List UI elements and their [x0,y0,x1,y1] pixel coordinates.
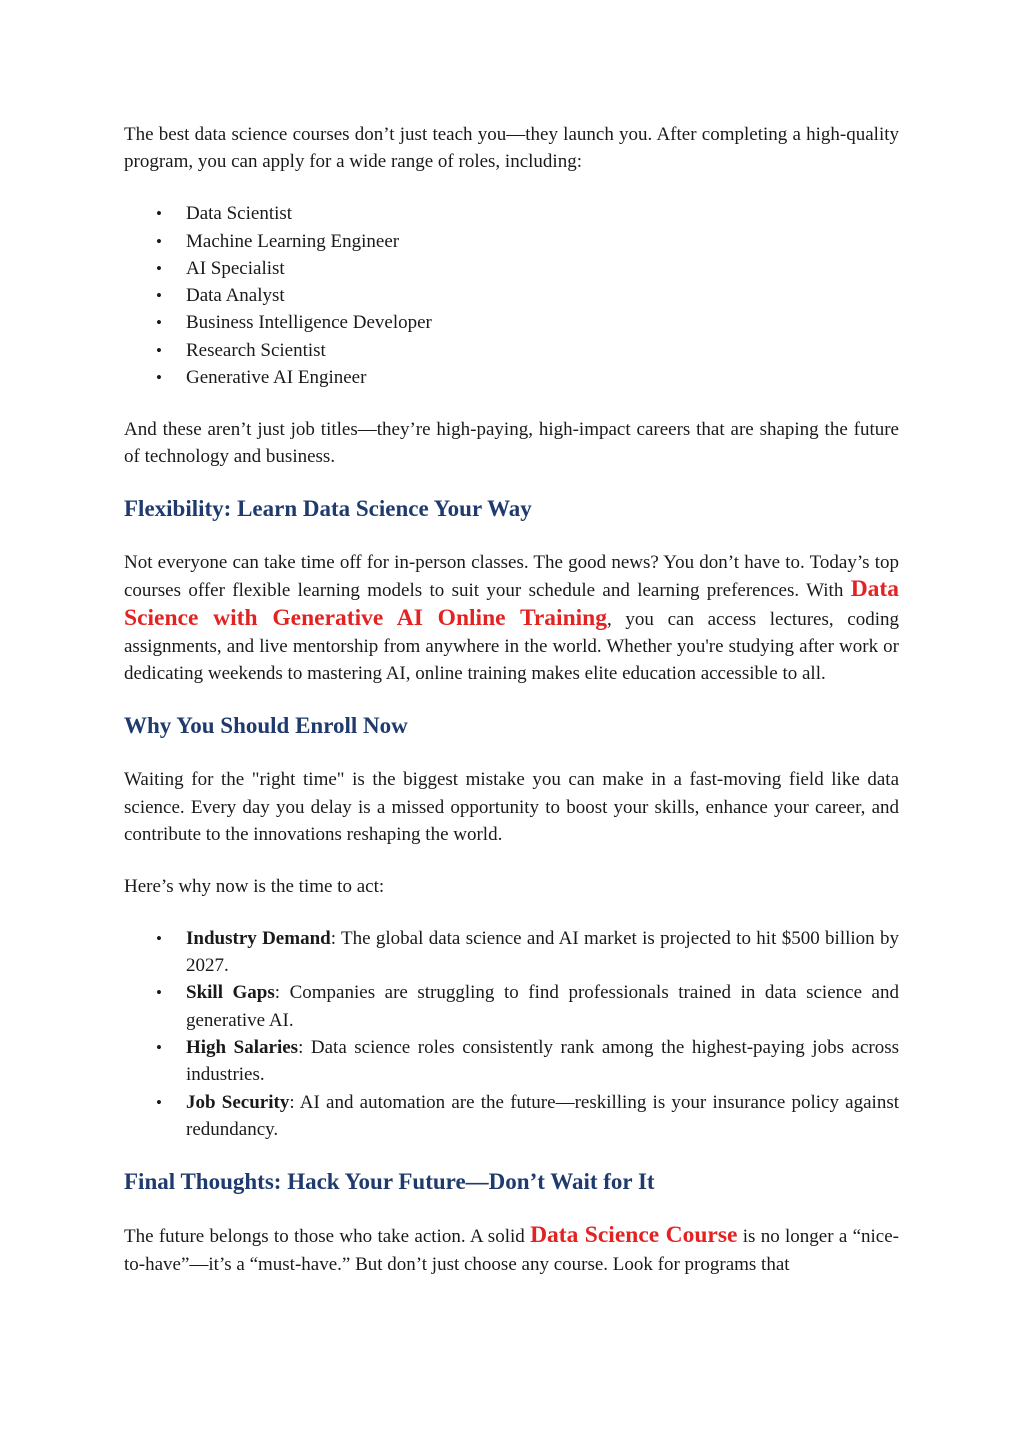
roles-list [124,200,899,391]
enroll-heading: Why You Should Enroll Now [124,713,408,739]
list-item: • Business Intelligence Developer [124,309,899,336]
reason-text: : Data science roles consistently rank among the highest-paying jobs across industries. [186,1037,900,1086]
data-science-course-link[interactable]: Data Science Course [530,1222,738,1249]
list-item [124,1034,899,1089]
final-paragraph [124,1222,899,1278]
list-item: • Data Scientist [124,200,899,227]
intro-paragraph: The best data science courses don’t just teach you—they launch you. After completing a high-quality program, you can apply for a wide range of roles, including: [124,124,899,173]
flexibility-heading: Flexibility: Learn Data Science Your Way [124,496,532,522]
enroll-paragraph: Waiting for the "right time" is the biggest mistake you can make in a fast-moving field like data science. Every day you delay is a missed opportunity to boost your skills, enhance your career, and contribute to the innovations reshaping the world. [124,769,899,845]
reason-term: Job Security [186,1091,290,1113]
list-item: • Research Scientist [124,337,899,364]
roles-outro-paragraph: And these aren’t just job titles—they’re high-paying, high-impact careers that are shaping the future of technology and business. [124,418,899,468]
reason-text: : The global data science and AI market is projected to hit $500 billion by 2027. [186,927,899,977]
reasons-list [124,925,899,1143]
reason-text: : Companies are struggling to find professionals trained in data science and generative AI. [186,982,899,1031]
reason-term: Skill Gaps [186,982,275,1004]
flexibility-text-before: Not everyone can take time off for in-person classes. The good news? You don’t have to. Today’s top courses offer flexible learning models to suit your schedule and learning preferences. With [124,552,899,602]
reason-text: : AI and automation are the future—reskilling is your insurance policy against redundancy. [186,1091,900,1140]
reason-term: Industry Demand [186,927,331,949]
list-item: • AI Specialist [124,255,899,282]
list-item: • Generative AI Engineer [124,364,899,391]
flexibility-paragraph [124,549,899,687]
list-item [124,979,899,1034]
list-item: • Machine Learning Engineer [124,228,899,255]
final-heading: Final Thoughts: Hack Your Future—Don’t Wait for It [124,1169,655,1195]
final-text-after: is no longer a “nice-to-have”—it’s a “must-have.” But don’t just choose any course. Look for programs that [124,1226,899,1275]
online-training-link[interactable]: Data Science with Generative AI Online Training [124,576,899,631]
enroll-lead: Here’s why now is the time to act: [124,875,385,897]
list-item [124,1089,899,1144]
final-text-before: The future belongs to those who take action. A solid [124,1226,531,1248]
list-item [124,925,899,980]
document-content [124,121,899,1278]
list-item: • Data Analyst [124,282,899,309]
reason-term: High Salaries [186,1037,299,1059]
flexibility-text-after: , you can access lectures, coding assignments, and live mentorship from anywhere in the world. Whether you're studying after work or dedicating weekends to mastering AI, online training makes elite education accessible to all. [124,608,899,685]
